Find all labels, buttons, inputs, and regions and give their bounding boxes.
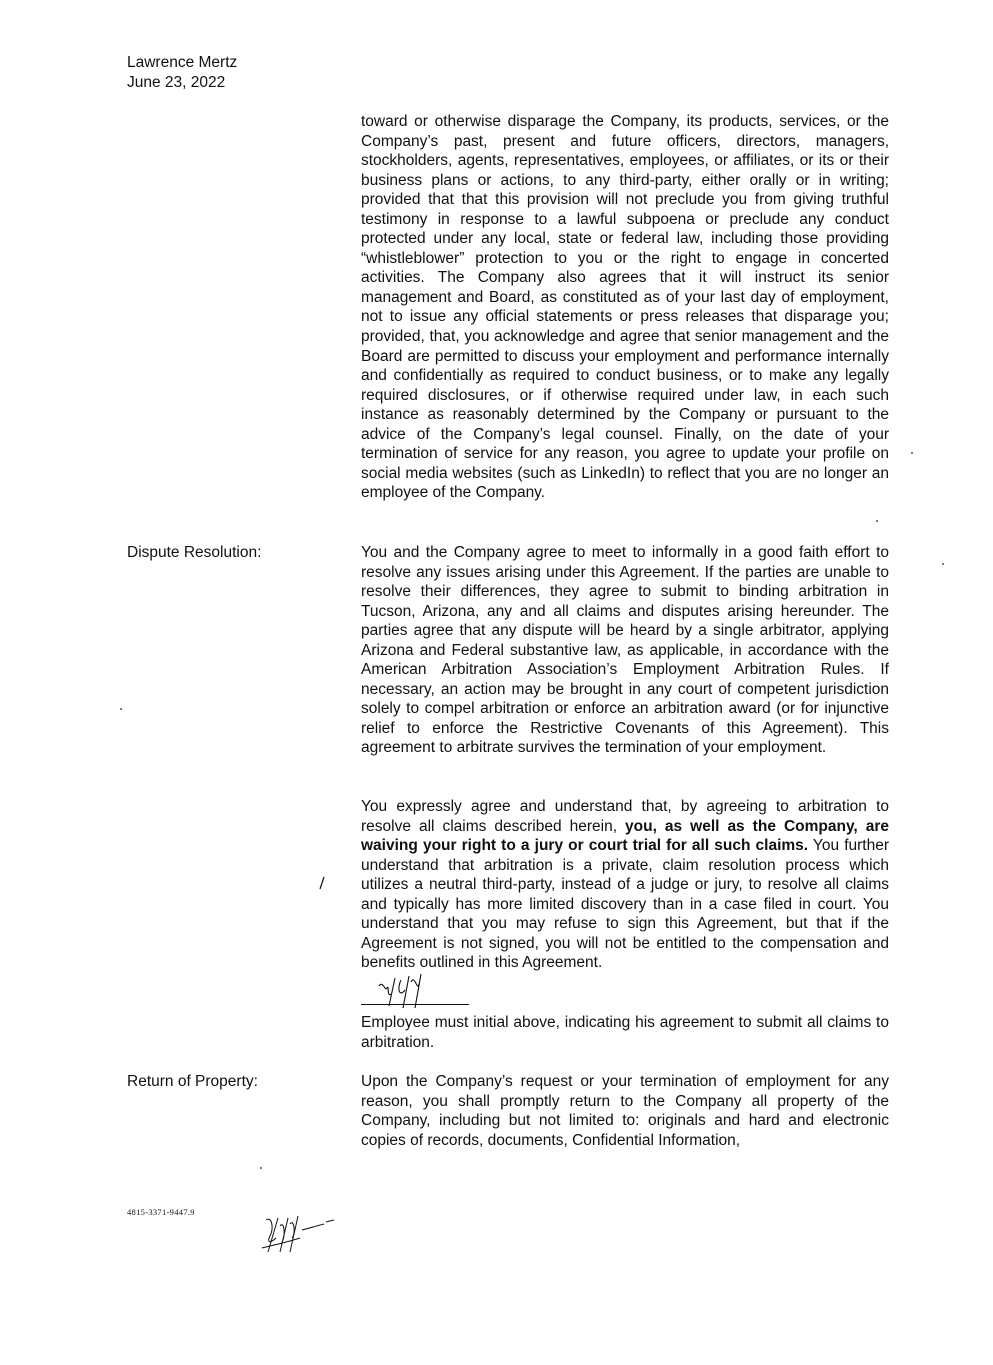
jury-waiver-bold-text: you, as well as the Company, are waiving your right to a jury or court trial for all such claims. xyxy=(361,817,889,855)
initial-signature-line xyxy=(361,1004,469,1005)
scan-speck xyxy=(911,452,913,454)
dispute-resolution-paragraph-2 xyxy=(361,797,889,973)
scan-speck xyxy=(260,1167,262,1169)
footer-initials-signature xyxy=(258,1208,338,1258)
scan-speck xyxy=(120,708,122,710)
scan-speck xyxy=(876,520,878,522)
initial-instruction: Employee must initial above, indicating his agreement to submit all claims to arbitration. xyxy=(361,1014,889,1051)
dispute-resolution-label: Dispute Resolution: xyxy=(127,544,262,561)
scan-speck xyxy=(942,563,944,565)
non-disparagement-continuation: toward or otherwise disparage the Company, its products, services, or the Company’s past, present and future officers, directors, managers, stockholders, agents, representatives, employees, or affiliates, or its or their business plans or actions, to any third-party, either orally or in writing; provided that that this provision will not preclude you from giving truthful testimony in response to a lawful subpoena or preclude any conduct protected under any local, state or federal law, including those providing “whistleblower” protection to you or the right to engage in concerted activities. The Company also agrees that it will instruct its senior management and Board, as constituted as of your last day of employment, not to issue any official statements or press releases that disparage you; provided, that, you acknowledge and agree that senior management and the Board are permitted to discuss your employment and performance internally and confidentially as required to conduct business, or to make any legally required disclosures, or if otherwise required under law, in each such instance as reasonably determined by the Company or pursuant to the advice of the Company’s legal counsel. Finally, on the date of your termination of service for any reason, you agree to update your profile on social media websites (such as LinkedIn) to reflect that you are no longer an employee of the Company. xyxy=(361,113,889,502)
letter-header xyxy=(127,53,237,92)
document-id: 4815-3371-9447.9 xyxy=(127,1207,195,1217)
stray-pen-mark xyxy=(318,876,326,890)
return-of-property-label: Return of Property: xyxy=(127,1073,258,1090)
arbitration-text-end: You further understand that arbitration is a private, claim resolution process which utilizes a neutral third-party, instead of a judge or jury, to resolve all claims and typically has more limited discovery than in a case filed in court. You understand that you may refuse to sign this Agreement, but that if the Agreement is not signed, you will not be entitled to the compensation and benefits outlined in this Agreement. xyxy=(361,837,889,972)
letter-date: June 23, 2022 xyxy=(127,73,226,91)
recipient-name: Lawrence Mertz xyxy=(127,54,238,71)
arbitration-text-start: You expressly agree and understand that, by agreeing to arbitration to resolve all claims described herein, xyxy=(361,798,889,835)
return-of-property-paragraph: Upon the Company’s request or your termination of employment for any reason, you shall promptly return to the Company all property of the Company, including but not limited to: originals and hard and electronic copies of records, documents, Confidential Information, xyxy=(361,1073,889,1149)
dispute-resolution-paragraph-1: You and the Company agree to meet to informally in a good faith effort to resolve any issues arising under this Agreement. If the parties are unable to resolve their differences, they agree to submit to binding arbitration in Tucson, Arizona, any and all claims and disputes arising hereunder. The parties agree that any dispute will be heard by a single arbitrator, applying Arizona and Federal substantive law, as applicable, in accordance with the American Arbitration Association’s Employment Arbitration Rules. If necessary, an action may be brought in any court of competent jurisdiction solely to compel arbitration or enforce an arbitration award (or for injunctive relief to enforce the Restrictive Covenants of this Agreement). This agreement to arbitrate survives the termination of your employment. xyxy=(361,544,889,757)
